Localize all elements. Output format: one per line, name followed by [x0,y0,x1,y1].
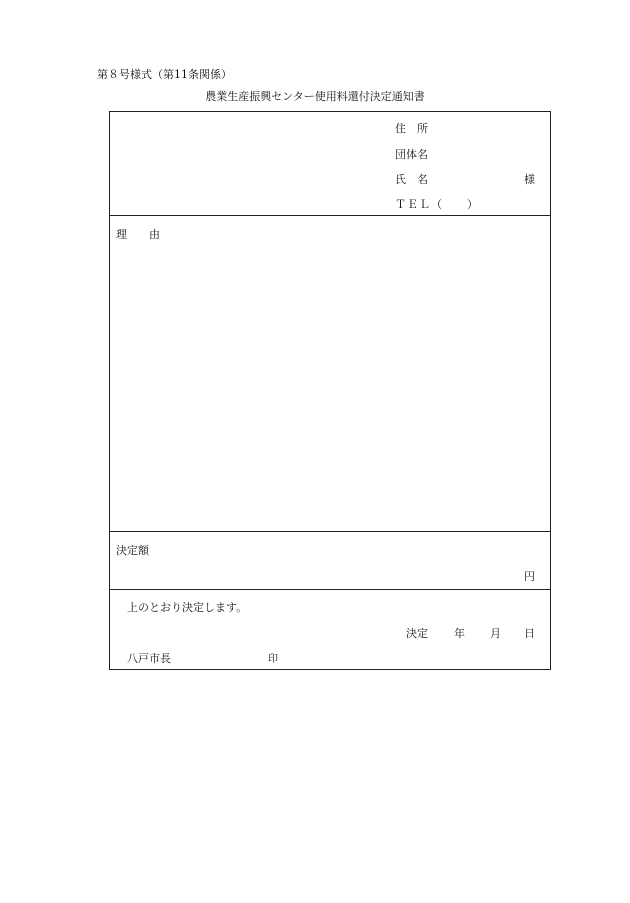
honorific-label: 様 [524,173,535,186]
recipient-section [110,112,550,216]
group-name-label: 団体名 [395,148,428,161]
month-label: 月 [490,627,501,640]
reason-section [110,216,550,532]
form-number: 第８号様式（第11条関係） [97,68,232,81]
address-label: 住 所 [395,122,428,135]
notification-form [109,111,551,670]
decision-section [110,590,550,671]
decision-amount-section [110,532,550,590]
issuer-label: 八戸市長 [127,652,171,665]
decision-date-label: 決定 [406,627,428,640]
tel-label: ＴＥＬ（ ） [395,198,479,211]
year-label: 年 [454,627,465,640]
decision-amount-label: 決定額 [116,544,149,557]
document-title: 農業生産振興センター使用料還付決定通知書 [205,90,425,103]
seal-mark: 印 [268,654,278,665]
reason-label: 理 由 [116,228,160,241]
yen-unit-label: 円 [524,570,535,583]
day-label: 日 [524,627,535,640]
decision-statement: 上のとおり決定します。 [127,601,248,614]
name-label: 氏 名 [395,173,428,186]
